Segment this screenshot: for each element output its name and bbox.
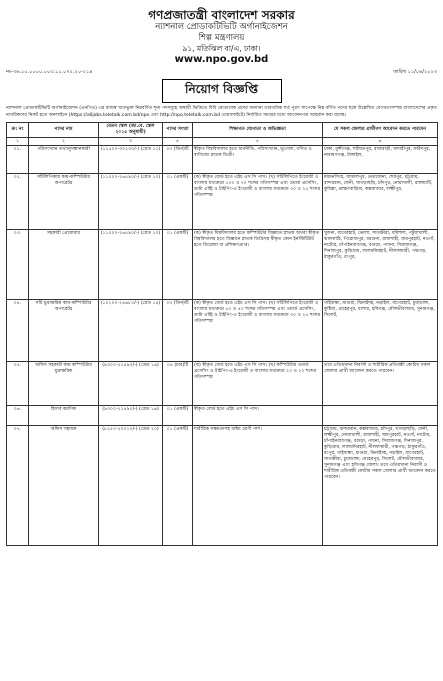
row-post-name: অফিস সহকারী কাম কম্পিউটার মুদ্রাক্ষরিক [29,362,99,406]
row-districts: ঢাকা, মুন্সীগঞ্জ, শরীয়তপুর, রাজবাড়ী, মাদারীপুর, ফরিদপুর, নারায়ণগঞ্জ, টাঙ্গাইল, [323,146,438,174]
row-sl: ০৬. [7,406,29,426]
row-post-name: সাঁট মুদ্রাক্ষরিক কাম-কম্পিউটার অপারেটর [29,300,99,362]
row-post-count: ০১ (একটি) [163,230,193,300]
row-pay-scale: (১১০০০-২৬৫৯০/-) (গ্রেড ১৩) [99,230,163,300]
row-post-count: ০১ (একটি) [163,426,193,546]
row-districts [323,406,438,426]
govt-name: গণপ্রজাতন্ত্রী বাংলাদেশ সরকার [148,8,295,22]
row-qualification: স্বীকৃত বোর্ড হতে এইচ এস সি পাস। [193,406,323,426]
intro-paragraph: ন্যাশনাল প্রোডাকটিভিটি অর্গানাইজেশন (এনপিও) এর রাজস্ব খাতভুক্ত নিম্নবর্ণিত শূন্য পদসমূহে অস্থায়ী ভিত্তিতে বিধি মোতাবেক প্রদের অন্যান্য তারতমিক শর্ত পূরণ সাপেক্ষে নিম্ন বর্ণিত পদের ছকে উল্লেখিত যোগ্যতাসম্পন্ন বাংলাদেশের প্রকৃত নাগরিকদের নিকট হতে অনলাইনে (https://alljobs.teletalk.com.bd/npo এবং http://npo.teletalk.com.bd ওয়েবসাইটে) নির্ধারিত সময়ের মধ্যে আবেদনপত্র আহবান করা যাচ্ছে। [6,106,437,118]
table-row [7,230,438,300]
row-districts: খুলনা, বাগেরহাট, ভোলা, সাতক্ষীরা, বরিশাল, পটুয়াখালী, ঝালকাঠি, পিরোজপুর, বরগুনা, রাজশাহী, জয়পুরহাট, নওগাঁ, নাটোর, চাঁপাইনবাবগঞ্জ, বগুড়া, পাবনা, সিরাজগঞ্জ, দিনাজপুর, কুড়িগ্রাম, লালমনিরহাট, নীলফামারী, পঞ্চগড়, ঠাকুরগাঁও, রংপুর, [323,230,438,300]
table-row [7,174,438,230]
col-number: ২ [29,138,99,146]
table-row [7,426,438,546]
letterhead [0,8,443,66]
row-districts: চট্টগ্রাম, বান্দরবান, কক্সবাজার, চাঁদপুর, খাগড়াছড়ি, ফেনী, লক্ষ্মীপুর, নোয়াখালী, রাজশাহী, জয়পুরহাট, নওগাঁ, নাটোর, চাঁপাইনবাবগঞ্জ, বগুড়া, পাবনা, সিরাজগঞ্জ, দিনাজপুর, কুড়িগ্রাম, লালমনিরহাট, নীলফামারী, পঞ্চগড়, ঠাকুরগাঁও, রংপুর, গাইবান্ধা, মাগুরা, ঝিনাইদহ, নড়াইল, বাগেরহাট, সাতক্ষীরা, চুয়াডাঙ্গা, মেহেরপুর, সিলেট, মৌলভীবাজার, সুনামগঞ্জ এবং হবিগঞ্জ জেলা। তবে এতিমখানা নিবাসী ও শারীরিক প্রতিবন্ধী কোটায় সকল জেলার প্রার্থী আবেদন করতে পারবেন। [323,426,438,546]
row-sl: ০৭. [7,426,29,546]
table-row [7,300,438,362]
memo-line [0,69,443,77]
row-sl: ০২. [7,174,29,230]
page-title: নিয়োগ বিজ্ঞপ্তি [162,79,282,103]
table-row [7,362,438,406]
address: ৯১, মতিঝিল বা/এ, ঢাকা। [182,44,261,53]
row-post-count: ০৩ (তিন)টি [163,146,193,174]
table-row [7,406,438,426]
header-post-count: পদের সংখ্যা [163,123,193,138]
row-post-name: অফিস সহায়ক [29,426,99,546]
header-qualification: শিক্ষাগত যোগ্যতা ও অভিজ্ঞতা [193,123,323,138]
row-pay-scale: (১০২০০-২৪৬৮০/-) (গ্রেড ১৪) [99,300,163,362]
row-pay-scale: (৯৩০০-২২৪৯০/-) (গ্রেড ১৬) [99,362,163,406]
column-number-row [7,138,438,146]
website-link[interactable]: www.npo.gov.bd [174,54,269,65]
row-post-count: ০৩ (তিন)টি [163,300,193,362]
row-qualification: (ক) স্বীকৃত বোর্ড হতে এইচ এস সি পাস। (খ) সাঁটলিপিতে ইংরেজী ও বাংলায় যথাক্রমে ৮০ ও ৫০ শব্দের গতিসম্পন্ন এবং ওয়ার্ড প্রসেসিং, ডাটা এন্ট্রি ও টাইপিং-এ ইংরেজী ও বাংলায় যথাক্রমে ৩০ ও ২৫ শব্দের গতিসম্পন্ন [193,300,323,362]
org-name: ন্যাশনাল প্রোডাকটিভিটি অর্গানাইজেশন [155,22,288,32]
table-header-row [7,123,438,138]
row-sl: ০৩. [7,230,29,300]
row-qualification: (ক) স্বীকৃত বিশ্ববিদ্যালয় হতে কম্পিউটার বিজ্ঞানে স্নাতক অথবা স্বীকৃত বিশ্ববিদ্যালয় হতে বিজ্ঞানে স্নাতক ডিগ্রিসহ স্বীকৃত কোন ইনস্টিটিউট হতে ডিপ্লোমা বা প্রশিক্ষণপ্রাপ্ত। [193,230,323,300]
row-districts: ময়মনসিংহ, জামালপুর, নেত্রকোনা, শেরপুর, চট্টগ্রাম, বান্দরবান, ফেনী, খাগড়াছড়ি, চাঁদপুর, নোয়াখালী, রাঙ্গামাটি, কুমিল্লা, ব্রাহ্মণবাড়িয়া, কক্সবাজার, লক্ষ্মীপুর, [323,174,438,230]
row-qualification: শারীরিক সক্ষমতাসহ অষ্টম শ্রেণী পাশ। [193,426,323,546]
header-pay-scale: বেতন স্কেল (জা.বে. স্কেল ২০১৫ অনুযায়ী) [99,123,163,138]
row-sl: ০৪. [7,300,29,362]
row-qualification: (ক) স্বীকৃত বোর্ড হতে এইচ এস সি পাস। (খ) সাঁটলিপিতে ইংরেজী ও বাংলায় যথাক্রমে ১০০ ও ৭০ শব্দের গতিসম্পন্ন এবং ওয়ার্ড প্রসেসিং, ডাটা এন্ট্রি ও টাইপিং-এ ইংরেজী ও বাংলায় যথাক্রমে ৩০ ও ২৫ শব্দের গতিসম্পন্ন [193,174,323,230]
col-number: ৩ [99,138,163,146]
ministry-name: শিল্প মন্ত্রণালয় [198,33,245,43]
row-pay-scale: (১২৫০০-৩০২৩০/-) (গ্রেড ১২) [99,146,163,174]
vacancy-table [6,122,438,546]
row-post-name: হিসাব করণিক [29,406,99,426]
memo-number: নং-৩৬.১০.০০০০.০০৩.১১.০৭২.২০-২১৪ [6,69,93,75]
row-districts: গাইবান্ধা, মাগুরা, ঝিনাইদহ, নড়াইল, বাগেরহাট, চুয়াডাঙ্গা, কুষ্টিয়া, মেহেরপুর, যশোর, হবিগঞ্জ, মৌলভীবাজার, সুনামগঞ্জ, সিলেট, [323,300,438,362]
col-number: ৪ [163,138,193,146]
row-qualification: স্বীকৃত বিশ্ববিদ্যালয় হতে অর্থনীতি, পরিসংখ্যান, ভূগোল, গণিত ও বাণিজ্যে স্নাতক ডিগ্রী। [193,146,323,174]
row-post-count: ০১ (একটি) [163,174,193,230]
row-districts: তবে এতিমখানা নিবাসী ও শারীরিক প্রতিবন্ধী কোটায় সকল জেলার প্রার্থী আবেদন করতে পারবেন। [323,362,438,406]
row-pay-scale: (৮২৫০-২০০১০/-) (গ্রেড ২০) [99,426,163,546]
table-row [7,146,438,174]
row-post-name: সহকারী প্রোগ্রামার [29,230,99,300]
header-post-name: পদের নাম [29,123,99,138]
header-districts: যে সকল জেলার প্রার্থীগণ আবেদন করতে পারবেন [323,123,438,138]
row-post-count: ০১ (একটি) [163,406,193,426]
row-sl: ০৫. [7,362,29,406]
row-qualification: (ক) স্বীকৃত বোর্ড হতে এইচ এস সি পাস। (খ) কম্পিউটার ওয়ার্ড প্রসেসিং ও টাইপিং-এ ইংরেজী ও বাংলায় যথাক্রমে ২০ ও ২০ শব্দের গতিসম্পন্ন [193,362,323,406]
row-sl: ০১. [7,146,29,174]
memo-date: তারিখ ১১/০৪/২০২৩ [393,69,437,75]
col-number: ৬ [323,138,438,146]
job-circular-page [0,8,443,681]
header-sl: ক্র: নং [7,123,29,138]
col-number: ৫ [193,138,323,146]
row-post-count: ০৪ (চার)টি [163,362,193,406]
row-pay-scale: (৯৩০০-২২৪৯০/-) (গ্রেড ১৬) [99,406,163,426]
row-pay-scale: (১১০০০-২৬৫৯০/-) (গ্রেড ১৩) [99,174,163,230]
col-number: ১ [7,138,29,146]
row-post-name: সাঁটলিপিকার কাম-কম্পিউটার অপারেটর [29,174,99,230]
row-post-name: পরিসংখ্যান তথ্যানুসন্ধানকারী [29,146,99,174]
